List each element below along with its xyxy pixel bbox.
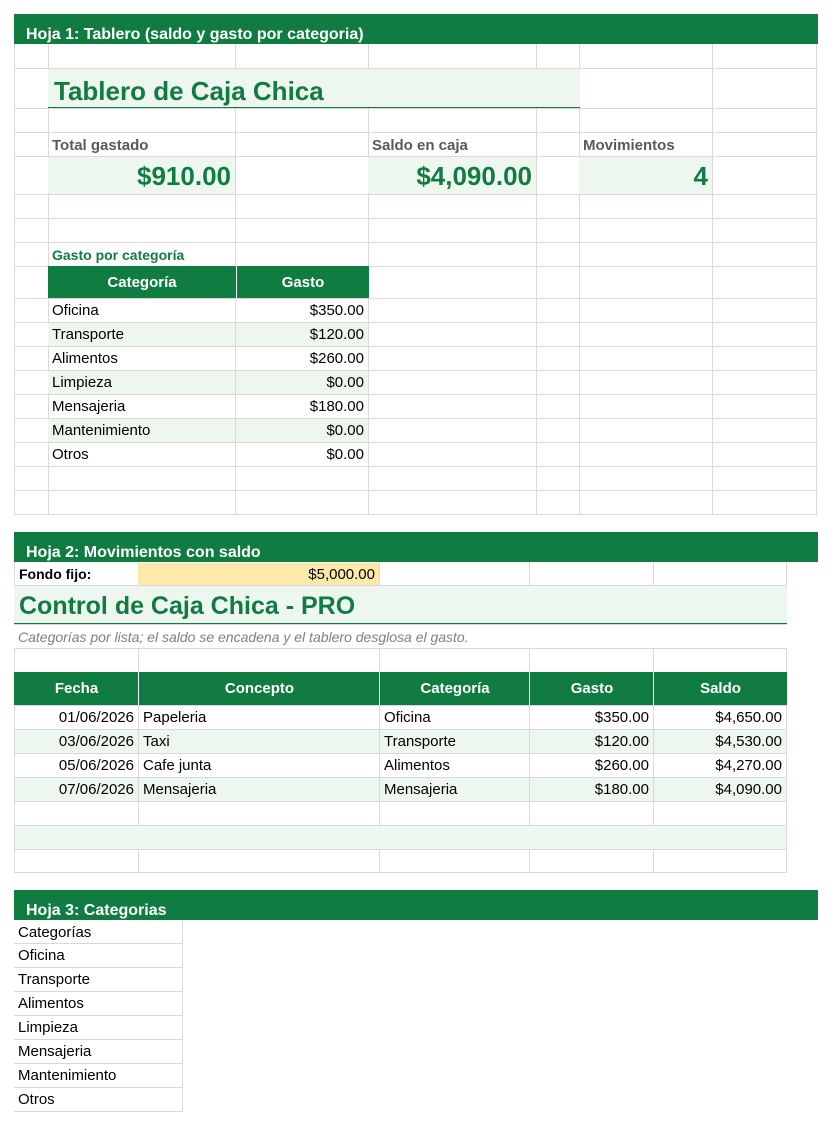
mov-concepto[interactable]: Taxi xyxy=(139,730,379,753)
cat-row-name[interactable]: Oficina xyxy=(52,302,99,319)
mov-saldo[interactable]: $4,270.00 xyxy=(715,757,782,774)
cat-row-name[interactable]: Mensajeria xyxy=(52,398,126,415)
mov-categoria[interactable]: Mensajeria xyxy=(380,778,529,801)
kpi-total-value: $910.00 xyxy=(48,157,235,194)
cat-row-name[interactable]: Otros xyxy=(52,446,89,463)
cat-row-amount[interactable]: $0.00 xyxy=(236,419,368,442)
cat-row-name[interactable]: Mantenimiento xyxy=(48,419,235,442)
category-list-item[interactable]: Otros xyxy=(18,1091,55,1108)
kpi-saldo-label: Saldo en caja xyxy=(372,136,468,154)
col-header-fecha[interactable]: Fecha xyxy=(14,672,139,705)
mov-concepto[interactable]: Papeleria xyxy=(143,709,207,726)
cat-row-amount[interactable]: $180.00 xyxy=(309,398,364,415)
mov-gasto[interactable]: $120.00 xyxy=(530,730,653,753)
mov-saldo[interactable]: $4,650.00 xyxy=(715,709,782,726)
sheet3-banner: Hoja 3: Categorias xyxy=(14,890,818,920)
sheet1-grid xyxy=(14,44,818,515)
mov-fecha[interactable]: 07/06/2026 xyxy=(15,778,138,801)
kpi-mov-label: Movimientos xyxy=(583,136,675,154)
category-list-item[interactable]: Mantenimiento xyxy=(18,1067,117,1084)
mov-concepto[interactable]: Cafe junta xyxy=(143,757,212,774)
mov-fecha[interactable]: 05/06/2026 xyxy=(58,757,134,774)
cat-row-amount[interactable]: $0.00 xyxy=(236,371,368,394)
empty-row[interactable] xyxy=(15,826,786,849)
mov-fecha[interactable]: 01/06/2026 xyxy=(58,709,134,726)
mov-categoria[interactable]: Oficina xyxy=(384,709,431,726)
cat-row-amount[interactable]: $0.00 xyxy=(326,446,364,463)
mov-saldo[interactable]: $4,530.00 xyxy=(654,730,786,753)
mov-concepto[interactable]: Mensajeria xyxy=(139,778,379,801)
fondo-fijo-input[interactable]: $5,000.00 xyxy=(138,563,379,585)
category-list-item[interactable]: Limpieza xyxy=(18,1019,79,1036)
kpi-saldo-value: $4,090.00 xyxy=(368,157,536,194)
cat-row-name[interactable]: Transporte xyxy=(48,323,235,346)
fondo-fijo-label: Fondo fijo: xyxy=(15,563,138,585)
mov-gasto[interactable]: $350.00 xyxy=(594,709,649,726)
col-header-concepto[interactable]: Concepto xyxy=(138,672,380,705)
cat-row-amount[interactable]: $260.00 xyxy=(309,350,364,367)
mov-fecha[interactable]: 03/06/2026 xyxy=(15,730,138,753)
category-list-item[interactable]: Oficina xyxy=(18,947,65,964)
col-header-categoria[interactable]: Categoría xyxy=(48,266,236,298)
cat-row-name[interactable]: Limpieza xyxy=(48,371,235,394)
col-header-gasto[interactable]: Gasto xyxy=(236,266,369,298)
category-list-item[interactable]: Mensajeria xyxy=(18,1043,92,1060)
col-header-categoria[interactable]: Categoría xyxy=(379,672,530,705)
section-title-gasto-categoria: Gasto por categoría xyxy=(52,247,185,263)
mov-gasto[interactable]: $180.00 xyxy=(530,778,653,801)
control-title: Control de Caja Chica - PRO xyxy=(19,592,356,620)
mov-saldo[interactable]: $4,090.00 xyxy=(654,778,786,801)
sheet2-grid xyxy=(14,562,787,873)
kpi-total-label: Total gastado xyxy=(52,136,149,154)
category-list-header[interactable]: Categorías xyxy=(18,923,92,941)
col-header-saldo[interactable]: Saldo xyxy=(653,672,787,705)
sheet1-banner: Hoja 1: Tablero (saldo y gasto por categoria) xyxy=(14,14,818,44)
sheet2-banner: Hoja 2: Movimientos con saldo xyxy=(14,532,818,562)
mov-categoria[interactable]: Transporte xyxy=(380,730,529,753)
control-subtitle: Categorías por lista; el saldo se encadena y el tablero desglosa el gasto. xyxy=(14,625,787,648)
control-title-band xyxy=(14,586,787,624)
dashboard-title-band xyxy=(48,69,580,108)
cat-row-name[interactable]: Alimentos xyxy=(52,350,118,367)
category-list-item[interactable]: Transporte xyxy=(18,971,90,988)
mov-categoria[interactable]: Alimentos xyxy=(384,757,450,774)
cat-row-amount[interactable]: $350.00 xyxy=(309,302,364,319)
kpi-mov-value: 4 xyxy=(579,157,712,194)
col-header-gasto[interactable]: Gasto xyxy=(529,672,654,705)
dashboard-title: Tablero de Caja Chica xyxy=(54,76,324,106)
category-list-item[interactable]: Alimentos xyxy=(18,995,84,1012)
sheet3-grid xyxy=(14,920,184,1112)
mov-gasto[interactable]: $260.00 xyxy=(594,757,649,774)
cat-row-amount[interactable]: $120.00 xyxy=(236,323,368,346)
